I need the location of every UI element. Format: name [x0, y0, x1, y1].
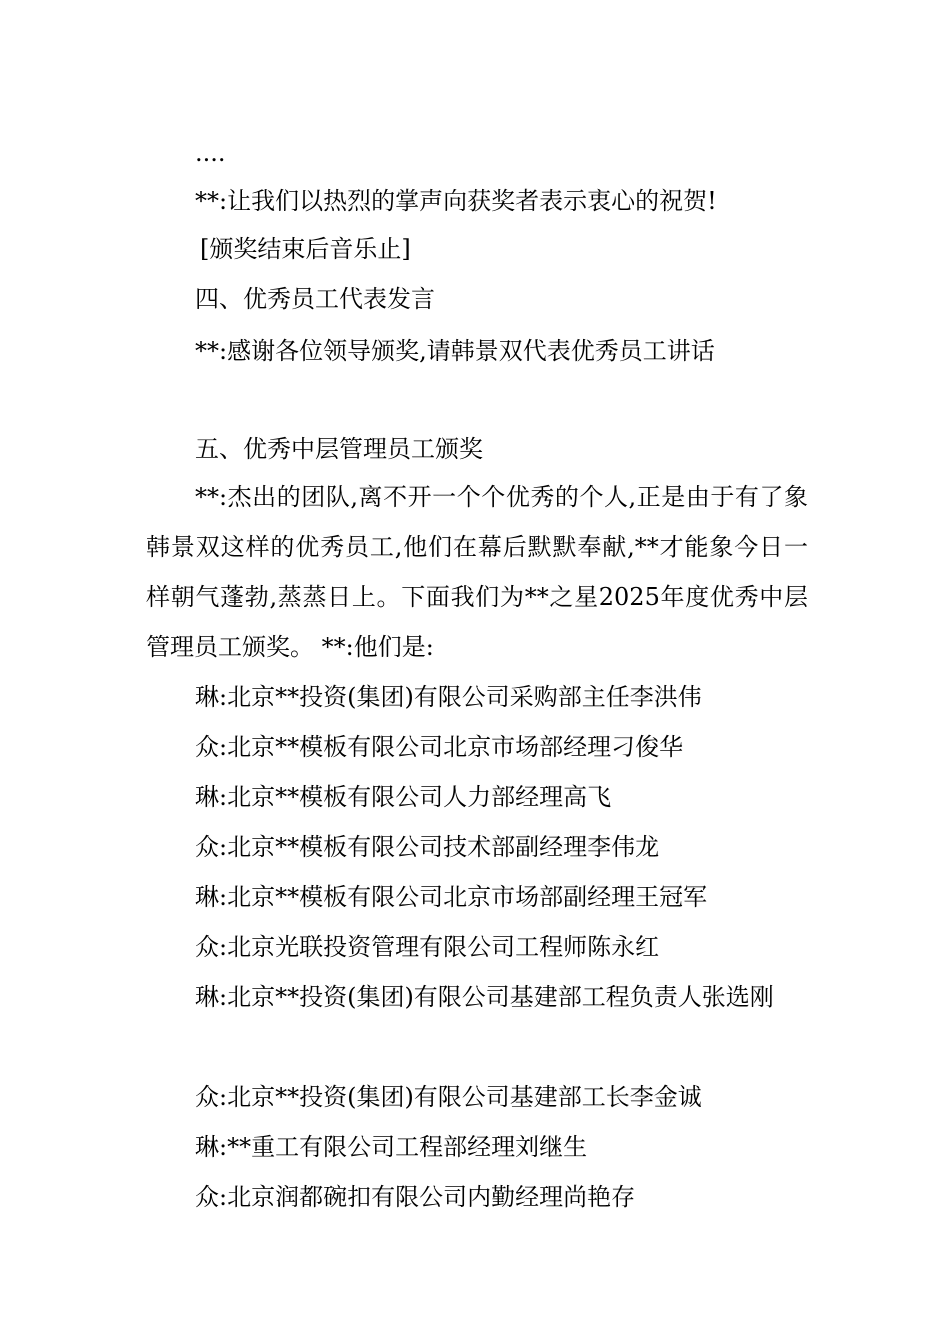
awardee-line: 众:北京光联投资管理有限公司工程师陈永红 [195, 933, 660, 961]
awardee-line: 众:北京**模板有限公司技术部副经理李伟龙 [195, 833, 660, 861]
awardee-line: 琳:**重工有限公司工程部经理刘继生 [195, 1133, 588, 1161]
host-thanks-paragraph: **:感谢各位领导颁奖,请韩景双代表优秀员工讲话 [195, 337, 715, 365]
section-heading-4: 四、优秀员工代表发言 [195, 285, 435, 313]
host-congratulation-line: **:让我们以热烈的掌声向获奖者表示衷心的祝贺! [195, 187, 717, 215]
stage-direction-line: [颁奖结束后音乐止] [200, 235, 411, 263]
section-heading-5: 五、优秀中层管理员工颁奖 [195, 435, 483, 463]
awardee-line: 琳:北京**模板有限公司北京市场部副经理王冠军 [195, 883, 708, 911]
host-intro-paragraph: **:杰出的团队,离不开一个个优秀的个人,正是由于有了象韩景双这样的优秀员工,他们在幕后默默奉献,**才能象今日一样朝气蓬勃,蒸蒸日上。下面我们为**之星2025年度优秀中层管理员工颁奖。 **:他们是: [146, 483, 808, 661]
awardee-line: 众:北京润都碗扣有限公司内勤经理尚艳存 [195, 1183, 636, 1211]
awardee-line: 众:北京**模板有限公司北京市场部经理刁俊华 [195, 733, 684, 761]
awardee-line: 众:北京**投资(集团)有限公司基建部工长李金诚 [195, 1083, 702, 1111]
awardee-line: 琳:北京**投资(集团)有限公司采购部主任李洪伟 [195, 683, 702, 711]
awardee-line: 琳:北京**模板有限公司人力部经理高飞 [195, 783, 612, 811]
ellipsis-line: .... [195, 139, 226, 167]
awardee-paragraph: 琳:北京**投资(集团)有限公司基建部工程负责人张选刚 [195, 983, 774, 1011]
